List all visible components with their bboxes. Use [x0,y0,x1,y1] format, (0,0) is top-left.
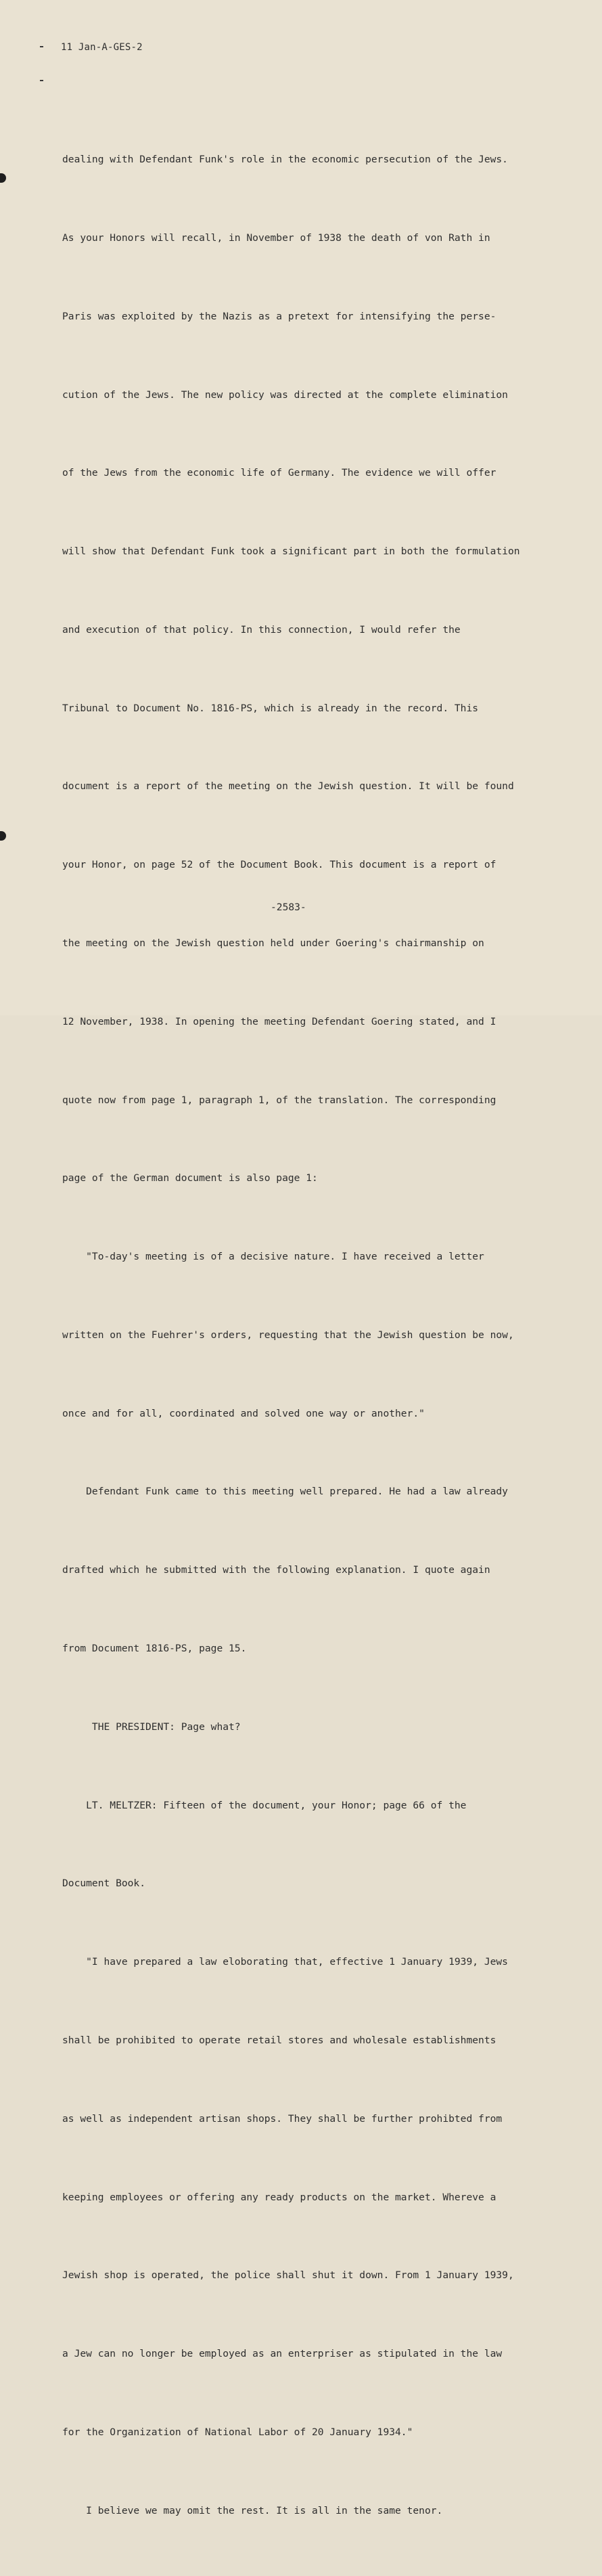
punch-hole [0,831,6,841]
text-line: "To-day's meeting is of a decisive nature. I have received a letter [62,1251,484,1263]
text-line: 12 November, 1938. In opening the meeting Defendant Goering stated, and I [62,1015,496,1027]
text-line: quote now from page 1, paragraph 1, of the translation. The corresponding [62,1094,496,1106]
text-line: written on the Fuehrer's orders, requesting that the Jewish question be now, [62,1329,514,1341]
text-line: Paris was exploited by the Nazis as a pretext for intensifying the perse- [62,310,496,322]
text-line: page of the German document is also page 1: [62,1172,318,1184]
text-line: Jewish shop is operated, the police shall shut it down. From 1 January 1939, [62,2269,514,2282]
punch-hole [0,173,6,183]
text-line: will show that Defendant Funk took a significant part in both the formulation [62,546,520,558]
page-header-ref: 11 Jan-A-GES-2 [61,42,143,53]
text-line: "I have prepared a law eloborating that, effective 1 January 1939, Jews [62,1956,508,1968]
text-line: for the Organization of National Labor of 20 January 1934." [62,2426,413,2438]
page-number: -2583- [271,902,306,913]
text-line: Document Book. [62,1878,146,1890]
text-line: from Document 1816-PS, page 15. [62,1643,247,1655]
text-line: As your Honors will recall, in November of 1938 the death of von Rath in [62,231,490,244]
text-line: drafted which he submitted with the following explanation. I quote again [62,1564,490,1576]
text-line: once and for all, coordinated and solved one way or another." [62,1407,425,1419]
margin-mark [40,46,43,47]
text-line: of the Jews from the economic life of Germany. The evidence we will offer [62,467,496,479]
text-line: your Honor, on page 52 of the Document Book. This document is a report of [62,859,496,871]
text-line: and execution of that policy. In this connection, I would refer the [62,623,461,636]
margin-mark [40,80,43,81]
text-line: Defendant Funk came to this meeting well prepared. He had a law already [62,1486,508,1498]
text-line: shall be prohibited to operate retail stores and wholesale establishments [62,2034,496,2046]
text-line: the meeting on the Jewish question held under Goering's chairmanship on [62,937,484,949]
text-line: dealing with Defendant Funk's role in the economic persecution of the Jews. [62,154,508,166]
text-line: document is a report of the meeting on the Jewish question. It will be found [62,780,514,793]
text-line: keeping employees or offering any ready products on the market. Whereve a [62,2191,496,2203]
text-line: I believe we may omit the rest. It is all in the same tenor. [62,2504,443,2516]
text-line: cution of the Jews. The new policy was directed at the complete elimination [62,388,508,401]
text-line: THE PRESIDENT: Page what? [62,1720,241,1733]
transcript-body [62,95,576,2576]
text-line: Tribunal to Document No. 1816-PS, which is already in the record. This [62,702,479,714]
text-line: LT. MELTZER: Fifteen of the document, your Honor; page 66 of the [62,1799,467,1811]
text-line: as well as independent artisan shops. They shall be further prohibted from [62,2112,503,2125]
text-line: a Jew can no longer be employed as an enterpriser as stipulated in the law [62,2348,503,2360]
